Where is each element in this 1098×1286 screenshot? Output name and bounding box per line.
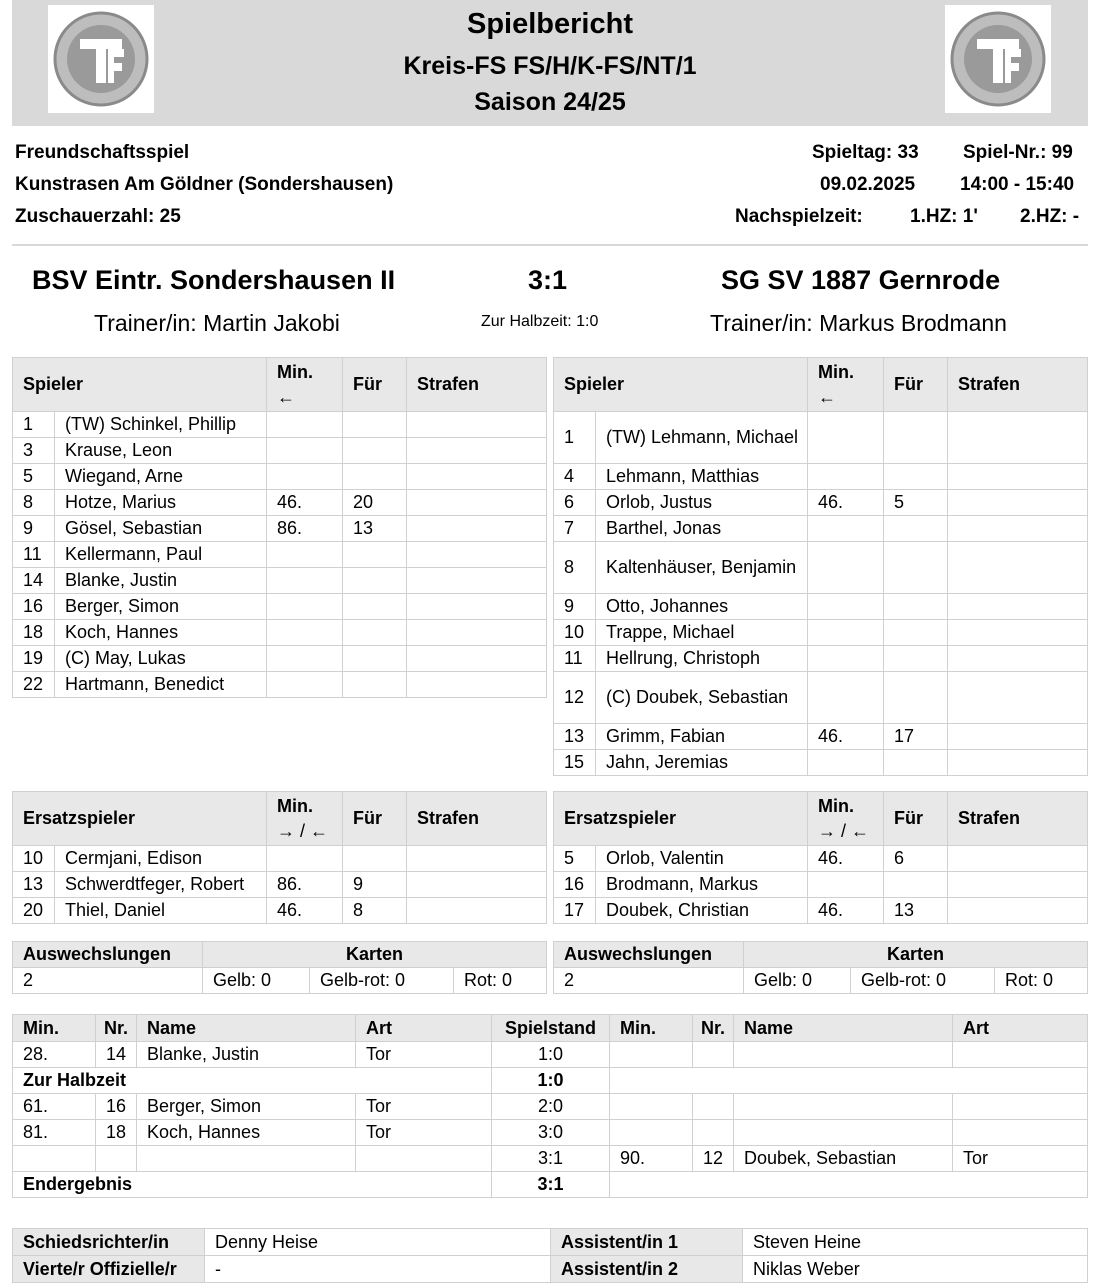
player-penalties <box>407 516 547 542</box>
home-yellow-cards: Gelb: 0 <box>203 968 310 994</box>
player-number: 11 <box>13 542 55 568</box>
final-row-empty <box>610 1172 1088 1198</box>
home-goal-minute: 28. <box>13 1042 96 1068</box>
home-goal-name: Blanke, Justin <box>137 1042 356 1068</box>
player-row <box>554 672 1088 724</box>
player-row <box>13 542 547 568</box>
federation-logo-right <box>945 5 1051 113</box>
subs-header-player: Ersatzspieler <box>13 792 267 846</box>
home-goal-number: 18 <box>96 1120 137 1146</box>
player-name: Blanke, Justin <box>55 568 267 594</box>
player-name: Doubek, Christian <box>596 898 808 924</box>
player-for: 17 <box>884 724 948 750</box>
venue: Kunstrasen Am Göldner (Sondershausen) <box>15 174 394 195</box>
player-minute <box>808 672 884 724</box>
player-name: Trappe, Michael <box>596 620 808 646</box>
player-number: 6 <box>554 490 596 516</box>
final-row-label: Endergebnis <box>13 1172 492 1198</box>
player-row <box>554 646 1088 672</box>
player-for <box>343 542 407 568</box>
lineup-header-player: Spieler <box>554 358 808 412</box>
away-lineup-body <box>554 412 1088 776</box>
player-for <box>884 464 948 490</box>
spectators: Zuschauerzahl: 25 <box>15 206 181 227</box>
match-number: Spiel-Nr.: 99 <box>963 142 1073 163</box>
goals-header-no: Nr. <box>96 1015 137 1042</box>
away-goal-number: 12 <box>693 1146 734 1172</box>
home-goal-minute: 81. <box>13 1120 96 1146</box>
stats-header-cards: Karten <box>203 942 547 968</box>
player-row <box>554 542 1088 594</box>
player-penalties <box>407 846 547 872</box>
goals-header-type: Art <box>356 1015 492 1042</box>
home-goal-type <box>356 1146 492 1172</box>
player-name: Hotze, Marius <box>55 490 267 516</box>
player-for <box>884 750 948 776</box>
player-minute: 86. <box>267 516 343 542</box>
player-name: Cermjani, Edison <box>55 846 267 872</box>
player-row <box>554 490 1088 516</box>
player-number: 17 <box>554 898 596 924</box>
final-score: 3:1 <box>528 265 568 295</box>
player-minute <box>267 846 343 872</box>
player-penalties <box>407 594 547 620</box>
player-minute <box>808 516 884 542</box>
goals-body <box>13 1042 1088 1198</box>
player-minute <box>267 672 343 698</box>
away-goal-type <box>953 1094 1088 1120</box>
goal-score: 1:0 <box>492 1042 610 1068</box>
player-row <box>13 898 547 924</box>
player-penalties <box>407 672 547 698</box>
lineup-header-penalties: Strafen <box>407 358 547 412</box>
away-goal-minute <box>610 1120 693 1146</box>
goals-header-min: Min. <box>13 1015 96 1042</box>
player-row <box>554 516 1088 542</box>
player-name: Hartmann, Benedict <box>55 672 267 698</box>
player-row <box>13 490 547 516</box>
player-number: 10 <box>13 846 55 872</box>
away-goal-name: Doubek, Sebastian <box>734 1146 953 1172</box>
player-row <box>554 412 1088 464</box>
player-penalties <box>948 412 1088 464</box>
lineup-header-min: Min. ← <box>267 358 343 412</box>
away-yellowred-cards: Gelb-rot: 0 <box>851 968 995 994</box>
player-penalties <box>407 464 547 490</box>
away-goal-number <box>693 1042 734 1068</box>
away-red-cards: Rot: 0 <box>995 968 1088 994</box>
home-team-name: BSV Eintr. Sondershausen II <box>32 265 396 295</box>
player-for <box>343 464 407 490</box>
player-number: 9 <box>554 594 596 620</box>
player-for <box>343 846 407 872</box>
competition-name: Kreis-FS FS/H/K-FS/NT/1 <box>403 52 697 80</box>
player-for <box>343 594 407 620</box>
extra-time-label: Nachspielzeit: <box>735 206 863 227</box>
player-name: Otto, Johannes <box>596 594 808 620</box>
away-subs-table <box>553 791 1088 924</box>
player-number: 15 <box>554 750 596 776</box>
away-goal-type <box>953 1120 1088 1146</box>
player-name: Thiel, Daniel <box>55 898 267 924</box>
assistant1-label: Assistent/in 1 <box>551 1229 743 1256</box>
player-penalties <box>948 872 1088 898</box>
away-goal-name <box>734 1094 953 1120</box>
player-for <box>343 568 407 594</box>
referee-name: Denny Heise <box>205 1229 551 1256</box>
player-name: Koch, Hannes <box>55 620 267 646</box>
player-minute <box>808 542 884 594</box>
goals-header-name: Name <box>734 1015 953 1042</box>
goal-row <box>13 1146 1088 1172</box>
home-lineup-table <box>12 357 547 698</box>
goal-row <box>13 1120 1088 1146</box>
assistant2-label: Assistent/in 2 <box>551 1256 743 1283</box>
halftime-row-label: Zur Halbzeit <box>13 1068 492 1094</box>
player-minute <box>267 412 343 438</box>
player-penalties <box>948 672 1088 724</box>
player-penalties <box>407 872 547 898</box>
player-penalties <box>948 750 1088 776</box>
player-minute <box>808 646 884 672</box>
subs-header-penalties: Strafen <box>407 792 547 846</box>
player-number: 13 <box>13 872 55 898</box>
player-row <box>554 846 1088 872</box>
player-penalties <box>407 542 547 568</box>
player-row <box>554 898 1088 924</box>
player-penalties <box>407 490 547 516</box>
home-subs-body <box>13 846 547 924</box>
lineup-header-min: Min. ← <box>808 358 884 412</box>
away-goal-type: Tor <box>953 1146 1088 1172</box>
player-name: Jahn, Jeremias <box>596 750 808 776</box>
away-stats-table <box>553 941 1088 994</box>
goals-header-name: Name <box>137 1015 356 1042</box>
halftime-row-score: 1:0 <box>492 1068 610 1094</box>
divider <box>12 244 1088 246</box>
home-trainer: Trainer/in: Martin Jakobi <box>94 310 340 336</box>
player-name: Hellrung, Christoph <box>596 646 808 672</box>
player-row <box>13 464 547 490</box>
player-number: 12 <box>554 672 596 724</box>
player-name: Grimm, Fabian <box>596 724 808 750</box>
player-row <box>554 464 1088 490</box>
lineup-header-for: Für <box>343 358 407 412</box>
player-for <box>884 542 948 594</box>
player-minute <box>808 620 884 646</box>
player-number: 1 <box>554 412 596 464</box>
home-subs-table <box>12 791 547 924</box>
stats-header-subs: Auswechslungen <box>13 942 203 968</box>
player-name: Brodmann, Markus <box>596 872 808 898</box>
match-time: 14:00 - 15:40 <box>960 174 1075 195</box>
player-number: 10 <box>554 620 596 646</box>
player-number: 16 <box>554 872 596 898</box>
home-subs-count: 2 <box>13 968 203 994</box>
away-goal-name <box>734 1120 953 1146</box>
player-for <box>884 646 948 672</box>
goal-score: 2:0 <box>492 1094 610 1120</box>
subs-header-penalties: Strafen <box>948 792 1088 846</box>
player-number: 9 <box>13 516 55 542</box>
player-penalties <box>948 490 1088 516</box>
assistant2-name: Niklas Weber <box>743 1256 1088 1283</box>
goal-row <box>13 1042 1088 1068</box>
away-subs-count: 2 <box>554 968 744 994</box>
player-minute <box>808 750 884 776</box>
player-number: 3 <box>13 438 55 464</box>
player-minute: 46. <box>808 490 884 516</box>
player-for <box>884 516 948 542</box>
player-penalties <box>948 542 1088 594</box>
goal-score: 3:0 <box>492 1120 610 1146</box>
player-for <box>343 646 407 672</box>
player-number: 1 <box>13 412 55 438</box>
player-penalties <box>948 594 1088 620</box>
lineup-header-penalties: Strafen <box>948 358 1088 412</box>
player-row <box>13 846 547 872</box>
extra-time-second-half: 2.HZ: - <box>1020 206 1080 227</box>
player-number: 19 <box>13 646 55 672</box>
player-name: Wiegand, Arne <box>55 464 267 490</box>
player-penalties <box>948 724 1088 750</box>
player-for <box>343 620 407 646</box>
referee-label: Schiedsrichter/in <box>13 1229 205 1256</box>
player-minute <box>267 464 343 490</box>
report-header <box>12 0 1088 126</box>
home-goal-minute: 61. <box>13 1094 96 1120</box>
player-row <box>13 872 547 898</box>
player-number: 5 <box>13 464 55 490</box>
player-penalties <box>948 898 1088 924</box>
player-for <box>884 412 948 464</box>
player-row <box>13 646 547 672</box>
player-minute <box>267 594 343 620</box>
player-minute <box>267 620 343 646</box>
goals-table <box>12 1014 1088 1198</box>
player-number: 7 <box>554 516 596 542</box>
away-lineup-table <box>553 357 1088 776</box>
player-penalties <box>948 516 1088 542</box>
player-for: 6 <box>884 846 948 872</box>
home-goal-name: Koch, Hannes <box>137 1120 356 1146</box>
home-goal-minute <box>13 1146 96 1172</box>
matchday: Spieltag: 33 <box>812 142 919 163</box>
player-minute <box>267 542 343 568</box>
player-name: Schwerdtfeger, Robert <box>55 872 267 898</box>
home-goal-name: Berger, Simon <box>137 1094 356 1120</box>
player-minute: 46. <box>808 898 884 924</box>
subs-header-min: Min. → / ← <box>808 792 884 846</box>
player-minute: 46. <box>267 490 343 516</box>
player-row <box>13 516 547 542</box>
home-goal-number: 14 <box>96 1042 137 1068</box>
tfv-logo-icon <box>945 5 1051 113</box>
lineup-header-player: Spieler <box>13 358 267 412</box>
player-name: (C) Doubek, Sebastian <box>596 672 808 724</box>
home-goal-type: Tor <box>356 1120 492 1146</box>
officials-table <box>12 1228 1088 1283</box>
player-minute: 46. <box>808 846 884 872</box>
away-goal-number <box>693 1120 734 1146</box>
player-for <box>884 620 948 646</box>
final-row-score: 3:1 <box>492 1172 610 1198</box>
player-row <box>13 412 547 438</box>
player-penalties <box>407 646 547 672</box>
player-penalties <box>407 568 547 594</box>
assistant1-name: Steven Heine <box>743 1229 1088 1256</box>
home-lineup-body <box>13 412 547 698</box>
player-for: 5 <box>884 490 948 516</box>
final-row <box>13 1172 1088 1198</box>
player-number: 11 <box>554 646 596 672</box>
halftime-row-empty <box>610 1068 1088 1094</box>
stats-header-subs: Auswechslungen <box>554 942 744 968</box>
halftime-score: Zur Halbzeit: 1:0 <box>481 313 599 330</box>
player-penalties <box>948 620 1088 646</box>
away-goal-name <box>734 1042 953 1068</box>
match-type: Freundschaftsspiel <box>15 142 190 163</box>
player-penalties <box>948 846 1088 872</box>
player-penalties <box>407 412 547 438</box>
goal-score: 3:1 <box>492 1146 610 1172</box>
player-row <box>13 568 547 594</box>
subs-header-for: Für <box>884 792 948 846</box>
player-for <box>343 438 407 464</box>
fourth-official-name: - <box>205 1256 551 1283</box>
player-minute <box>808 872 884 898</box>
player-for <box>343 412 407 438</box>
stats-header-cards: Karten <box>744 942 1088 968</box>
home-goal-number <box>96 1146 137 1172</box>
away-goal-type <box>953 1042 1088 1068</box>
player-number: 16 <box>13 594 55 620</box>
away-trainer: Trainer/in: Markus Brodmann <box>710 310 1007 336</box>
player-for: 20 <box>343 490 407 516</box>
player-number: 14 <box>13 568 55 594</box>
match-date: 09.02.2025 <box>820 174 916 195</box>
season: Saison 24/25 <box>474 88 626 116</box>
player-number: 8 <box>13 490 55 516</box>
player-number: 4 <box>554 464 596 490</box>
player-for: 13 <box>884 898 948 924</box>
goals-header-type: Art <box>953 1015 1088 1042</box>
player-name: Berger, Simon <box>55 594 267 620</box>
player-penalties <box>948 646 1088 672</box>
away-goal-minute <box>610 1042 693 1068</box>
player-row <box>554 724 1088 750</box>
goals-header-no: Nr. <box>693 1015 734 1042</box>
player-penalties <box>948 464 1088 490</box>
report-title: Spielbericht <box>467 8 633 40</box>
player-for: 9 <box>343 872 407 898</box>
player-name: Orlob, Justus <box>596 490 808 516</box>
home-yellowred-cards: Gelb-rot: 0 <box>310 968 454 994</box>
goals-header-score: Spielstand <box>492 1015 610 1042</box>
player-number: 8 <box>554 542 596 594</box>
player-for <box>884 672 948 724</box>
subs-header-min: Min. → / ← <box>267 792 343 846</box>
away-subs-body <box>554 846 1088 924</box>
player-minute: 86. <box>267 872 343 898</box>
player-row <box>554 872 1088 898</box>
player-number: 5 <box>554 846 596 872</box>
fourth-official-label: Vierte/r Offizielle/r <box>13 1256 205 1283</box>
away-yellow-cards: Gelb: 0 <box>744 968 851 994</box>
player-name: Krause, Leon <box>55 438 267 464</box>
player-for <box>884 872 948 898</box>
player-minute <box>808 594 884 620</box>
home-goal-number: 16 <box>96 1094 137 1120</box>
goals-header-min: Min. <box>610 1015 693 1042</box>
player-name: (TW) Lehmann, Michael <box>596 412 808 464</box>
away-goal-minute: 90. <box>610 1146 693 1172</box>
player-minute <box>267 438 343 464</box>
player-row <box>13 438 547 464</box>
away-goal-minute <box>610 1094 693 1120</box>
player-minute: 46. <box>808 724 884 750</box>
lineup-header-for: Für <box>884 358 948 412</box>
player-name: Orlob, Valentin <box>596 846 808 872</box>
home-goal-name <box>137 1146 356 1172</box>
away-goal-number <box>693 1094 734 1120</box>
player-name: (C) May, Lukas <box>55 646 267 672</box>
player-name: Gösel, Sebastian <box>55 516 267 542</box>
extra-time-first-half: 1.HZ: 1' <box>910 206 978 227</box>
player-for <box>884 594 948 620</box>
player-name: Kellermann, Paul <box>55 542 267 568</box>
away-team-name: SG SV 1887 Gernrode <box>721 265 1001 295</box>
player-row <box>13 672 547 698</box>
subs-header-for: Für <box>343 792 407 846</box>
player-name: Lehmann, Matthias <box>596 464 808 490</box>
player-minute <box>267 568 343 594</box>
home-stats-table <box>12 941 547 994</box>
player-minute: 46. <box>267 898 343 924</box>
player-name: (TW) Schinkel, Phillip <box>55 412 267 438</box>
player-for: 13 <box>343 516 407 542</box>
player-row <box>13 620 547 646</box>
home-goal-type: Tor <box>356 1094 492 1120</box>
player-penalties <box>407 620 547 646</box>
player-number: 20 <box>13 898 55 924</box>
player-minute <box>267 646 343 672</box>
subs-header-player: Ersatzspieler <box>554 792 808 846</box>
player-row <box>13 594 547 620</box>
home-red-cards: Rot: 0 <box>454 968 547 994</box>
player-row <box>554 750 1088 776</box>
player-minute <box>808 464 884 490</box>
player-for <box>343 672 407 698</box>
player-number: 22 <box>13 672 55 698</box>
home-goal-type: Tor <box>356 1042 492 1068</box>
player-row <box>554 620 1088 646</box>
player-row <box>554 594 1088 620</box>
player-number: 13 <box>554 724 596 750</box>
player-penalties <box>407 438 547 464</box>
player-minute <box>808 412 884 464</box>
player-penalties <box>407 898 547 924</box>
player-for: 8 <box>343 898 407 924</box>
goal-row <box>13 1094 1088 1120</box>
player-number: 18 <box>13 620 55 646</box>
player-name: Kaltenhäuser, Benjamin <box>596 542 808 594</box>
halftime-row <box>13 1068 1088 1094</box>
player-name: Barthel, Jonas <box>596 516 808 542</box>
